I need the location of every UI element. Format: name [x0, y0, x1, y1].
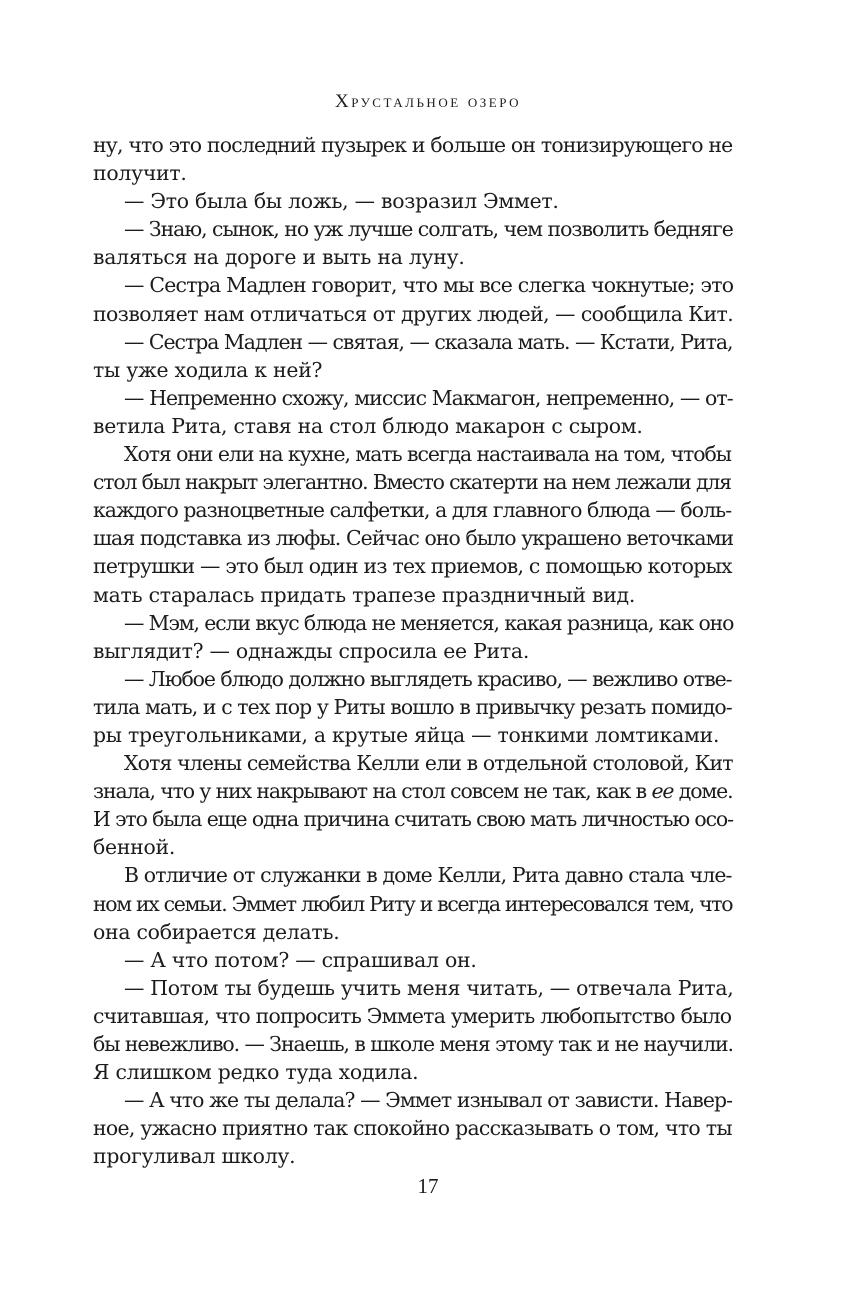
line-text: — Мэм, если вкус блюда не меняется, какая разница, как оно	[124, 610, 734, 635]
text-line	[93, 777, 733, 805]
text-line	[93, 1114, 733, 1142]
text-line	[93, 496, 733, 524]
line-text: — Знаю, сынок, но уж лучше солгать, чем позволить бедняге	[124, 217, 733, 242]
line-text: шая подставка из люфы. Сейчас оно было украшено веточками	[93, 526, 734, 551]
line-text: — Непременно схожу, миссис Макмагон, непременно, — от-	[124, 385, 733, 410]
text-line	[93, 440, 733, 468]
line-text: тила мать, и с тех пор у Риты вошло в привычку резать помидо-	[93, 694, 732, 719]
text-line	[93, 215, 733, 243]
page-number: 17	[417, 1174, 439, 1198]
line-text: — Потом ты будешь учить меня читать, — отвечала Рита,	[124, 975, 734, 1000]
line-text: — Сестра Мадлен говорит, что мы все слегка чокнутые; это	[124, 273, 734, 298]
text-line	[93, 833, 733, 861]
running-head: Хрустальное озеро	[334, 91, 522, 112]
line-text: она собирается делать.	[93, 919, 340, 944]
line-text: выглядит? — однажды спросила ее Рита.	[93, 638, 530, 663]
line-text: ном их семьи. Эммет любил Риту и всегда интересовался тем, что	[93, 891, 733, 916]
text-line	[93, 609, 733, 637]
text-line	[93, 693, 733, 721]
text-line	[93, 1058, 733, 1086]
line-text: стол был накрыт элегантно. Вместо скатерти на нем лежали для	[93, 470, 731, 495]
text-line	[93, 552, 733, 580]
line-text: прогуливал школу.	[93, 1144, 296, 1169]
text-line	[93, 412, 733, 440]
text-line	[93, 637, 733, 665]
line-text: — Сестра Мадлен — святая, — сказала мать. — Кстати, Рита,	[124, 329, 733, 354]
line-text: ры треугольниками, а крутые яйца — тонкими ломтиками.	[93, 722, 720, 747]
text-line	[93, 721, 733, 749]
line-text: получит.	[93, 161, 187, 186]
text-line	[93, 131, 733, 159]
text-line	[93, 159, 733, 187]
line-text: И это была еще одна причина считать свою мать личностью осо-	[93, 807, 733, 832]
line-text: — Это была бы ложь, — возразил Эммет.	[124, 189, 559, 214]
line-text: — А что потом? — спрашивал он.	[124, 947, 477, 972]
text-line	[93, 946, 733, 974]
text-line	[93, 468, 733, 496]
line-text: ну, что это последний пузырек и больше он тонизирующего не	[93, 133, 733, 157]
line-text: бенной.	[93, 835, 176, 860]
line-text: позволяет нам отличаться от других людей, — сообщила Кит.	[93, 301, 734, 326]
text-line	[93, 805, 733, 833]
text-line	[93, 328, 733, 356]
line-text: ветила Рита, ставя на стол блюдо макарон с сыром.	[93, 413, 643, 438]
text-line	[93, 1002, 733, 1030]
line-text: ты уже ходила к ней?	[93, 357, 323, 382]
line-text-after: доме.	[673, 779, 733, 804]
line-text: мать старалась придать трапезе праздничный вид.	[93, 582, 636, 607]
text-line	[93, 356, 733, 384]
line-text: бы невежливо. — Знаешь, в школе меня этому так и не научили.	[93, 1032, 733, 1056]
line-text: — Любое блюдо должно выглядеть красиво, — вежливо отве-	[124, 666, 732, 691]
line-italic-text: ее	[651, 779, 674, 804]
body-text	[93, 131, 733, 1170]
text-line	[93, 243, 733, 271]
line-text: петрушки — это был один из тех приемов, с помощью которых	[93, 554, 732, 579]
text-line	[93, 1142, 733, 1170]
text-line	[93, 581, 733, 609]
text-line	[93, 271, 733, 299]
line-text: ное, ужасно приятно так спокойно рассказывать о том, что ты	[93, 1116, 732, 1141]
text-line	[93, 1030, 733, 1058]
text-line	[93, 384, 733, 412]
text-line	[93, 1086, 733, 1114]
line-text: знала, что у них накрывают на стол совсем не так, как в	[93, 779, 652, 804]
line-text: В отличие от служанки в доме Келли, Рита давно стала чле-	[124, 863, 732, 888]
text-line	[93, 749, 733, 777]
text-line	[93, 974, 733, 1002]
line-text: Я слишком редко туда ходила.	[93, 1060, 419, 1085]
text-line	[93, 187, 733, 215]
text-line	[93, 524, 733, 552]
line-text: каждого разноцветные салфетки, а для главного блюда — боль-	[93, 498, 732, 523]
line-text: валяться на дороге и выть на луну.	[93, 245, 465, 270]
text-line	[93, 665, 733, 693]
text-line	[93, 918, 733, 946]
text-line	[93, 890, 733, 918]
line-text: Хотя они ели на кухне, мать всегда настаивала на том, чтобы	[124, 442, 731, 467]
line-text: — А что же ты делала? — Эммет изнывал от зависти. Навер-	[124, 1088, 733, 1113]
line-text: считавшая, что попросить Эммета умерить любопытство было	[93, 1003, 732, 1028]
line-text: Хотя члены семейства Келли ели в отдельной столовой, Кит	[124, 751, 733, 776]
text-line	[93, 861, 733, 889]
text-line	[93, 300, 733, 328]
